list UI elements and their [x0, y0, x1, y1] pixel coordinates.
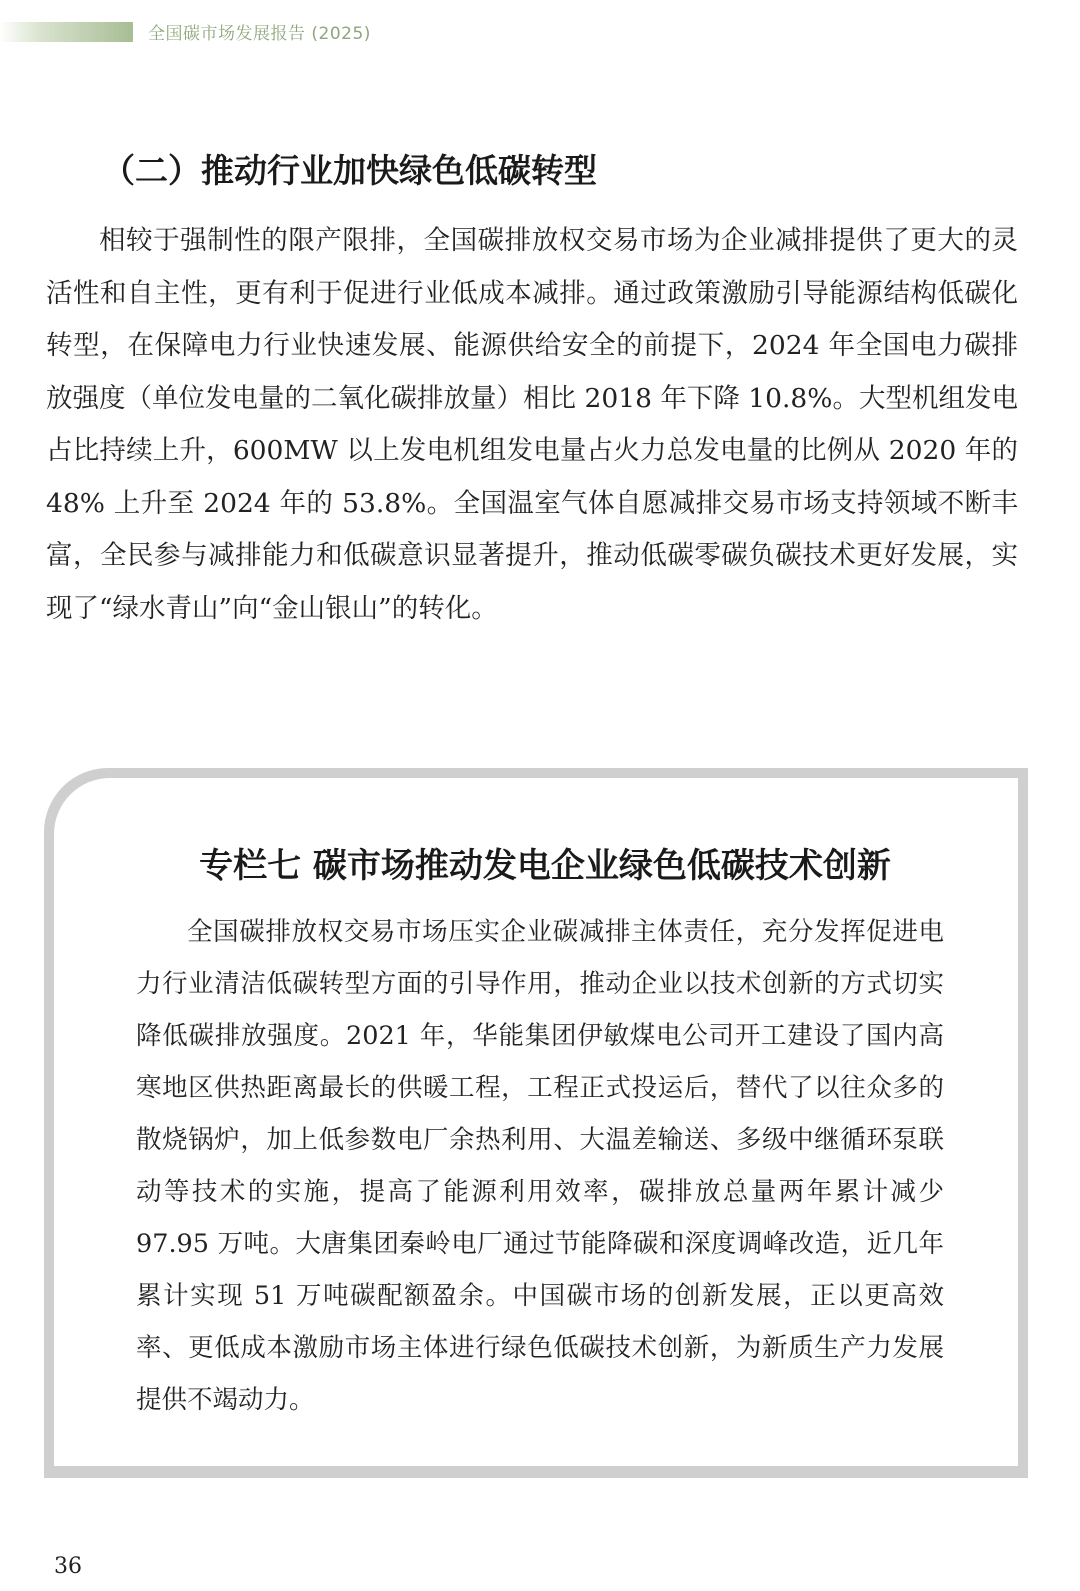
page-number: 36 [54, 1554, 82, 1579]
running-header-title: 全国碳市场发展报告 (2025) [148, 24, 371, 44]
header-decoration-bar [0, 22, 133, 42]
section-heading: （二）推动行业加快绿色低碳转型 [102, 151, 597, 190]
column-box-paragraph: 全国碳排放权交易市场压实企业碳减排主体责任，充分发挥促进电力行业清洁低碳转型方面的引导作用，推动企业以技术创新的方式切实降低碳排放强度。2021 年，华能集团伊敏煤电公司开工建设了国内高寒地区供热距离最长的供暖工程，工程正式投运后，替代了以往众多的散烧锅炉，加上低参数电厂余热利用、大温差输送、多级中继循环泵联动等技术的实施，提高了能源利用效率，碳排放总量两年累计减少 97.95 万吨。大唐集团秦岭电厂通过节能降碳和深度调峰改造，近几年累计实现 51 万吨碳配额盈余。中国碳市场的创新发展，正以更高效率、更低成本激励市场主体进行绿色低碳技术创新，为新质生产力发展提供不竭动力。 [136, 917, 944, 1415]
column-box-title: 专栏七 碳市场推动发电企业绿色低碳技术创新 [199, 846, 891, 886]
section-paragraph: 相较于强制性的限产限排，全国碳排放权交易市场为企业减排提供了更大的灵活性和自主性，更有利于促进行业低成本减排。通过政策激励引导能源结构低碳化转型，在保障电力行业快速发展、能源供给安全的前提下，2024 年全国电力碳排放强度（单位发电量的二氧化碳排放量）相比 2018 年下降 10.8%。大型机组发电占比持续上升，600MW 以上发电机组发电量占火力总发电量的比例从 2020 年的 48% 上升至 2024 年的 53.8%。全国温室气体自愿减排交易市场支持领域不断丰富，全民参与减排能力和低碳意识显著提升，推动低碳零碳负碳技术更好发展，实现了“绿水青山”向“金山银山”的转化。 [46, 225, 1018, 624]
